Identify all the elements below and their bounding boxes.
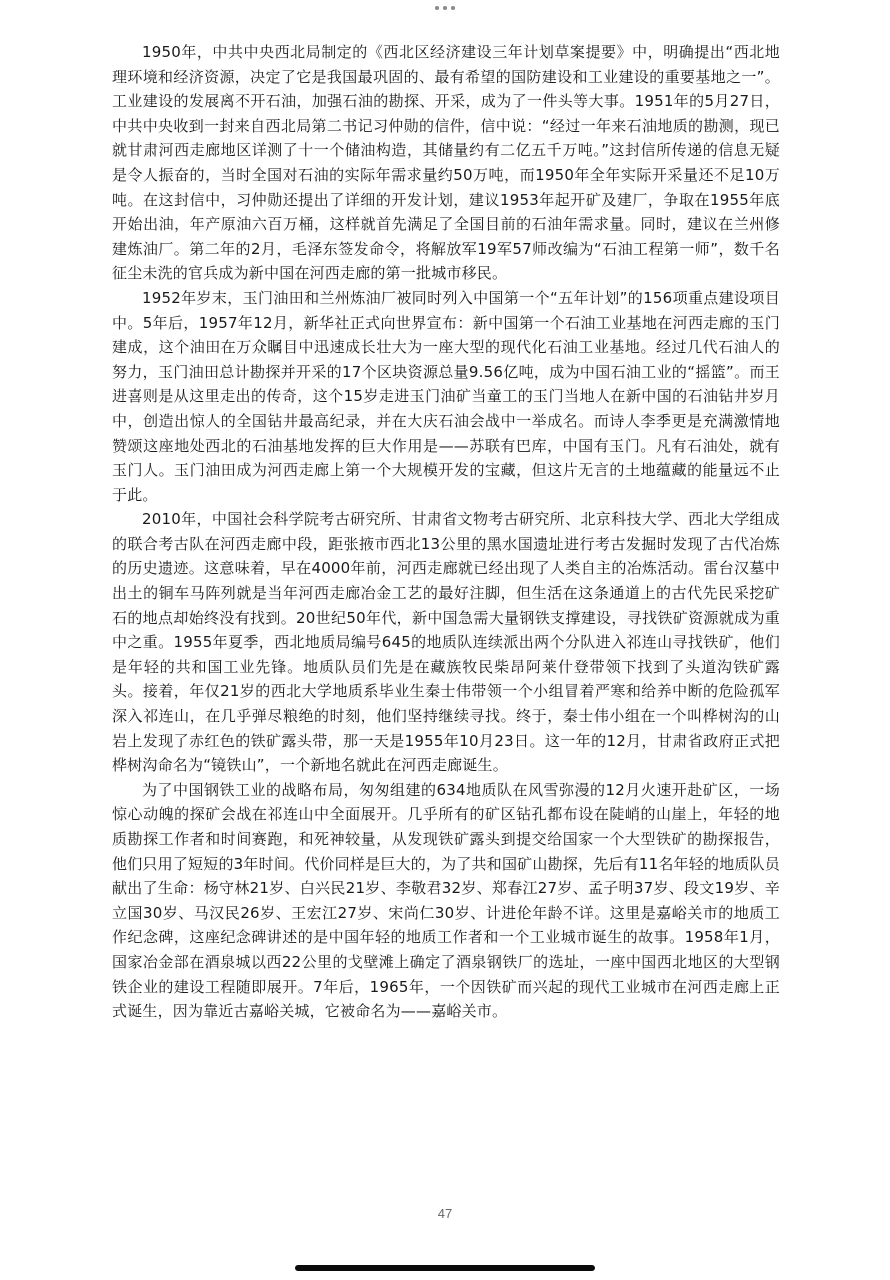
dot-icon bbox=[451, 6, 455, 10]
paragraph-2: 1952年岁末，玉门油田和兰州炼油厂被同时列入中国第一个“五年计划”的156项重点建设项目中。5年后，1957年12月，新华社正式向世界宣布：新中国第一个石油工业基地在河西走廊的玉门建成，这个油田在万众瞩目中迅速成长壮大为一座大型的现代化石油工业基地。经过几代石油人的努力，玉门油田总计勘探并开采的17个区块资源总量9.56亿吨，成为中国石油工业的“摇篮”。而王进喜则是从这里走出的传奇，这个15岁走进玉门油矿当童工的玉门当地人在新中国的石油钻井岁月中，创造出惊人的全国钻井最高纪录，并在大庆石油会战中一举成名。而诗人李季更是充满激情地赞颂这座地处西北的石油基地发挥的巨大作用是——苏联有巴库，中国有玉门。凡有石油处，就有玉门人。玉门油田成为河西走廊上第一个大规模开发的宝藏，但这片无言的土地蕴藏的能量远不止于此。 bbox=[112, 288, 780, 504]
paragraph-1: 1950年，中共中央西北局制定的《西北区经济建设三年计划草案提要》中，明确提出“西北地理环境和经济资源，决定了它是我国最巩固的、最有希望的国防建设和工业建设的重要基地之一”。工业建设的发展离不开石油，加强石油的勘探、开采，成为了一件头等大事。1951年的5月27日，中共中央收到一封来自西北局第二书记习仲勋的信件，信中说：“经过一年来石油地质的勘测，现已就甘肃河西走廊地区详测了十一个储油构造，其储量约有二亿五千万吨。”这封信所传递的信息无疑是令人振奋的，当时全国对石油的实际年需求量约50万吨，而1950年全年实际开采量还不足10万吨。在这封信中，习仲勋还提出了详细的开发计划，建议1953年起开矿及建厂，争取在1955年底开始出油，年产原油六百万桶，这样就首先满足了全国目前的石油年需求量。同时，建议在兰州修建炼油厂。第二年的2月，毛泽东签发命令，将解放军19军57师改编为“石油工程第一师”，数千名征尘未洗的官兵成为新中国在河西走廊的第一批城市移民。 bbox=[112, 43, 780, 283]
home-indicator[interactable] bbox=[295, 1265, 595, 1271]
document-body bbox=[112, 40, 780, 1024]
paragraph-4: 为了中国钢铁工业的战略布局，匆匆组建的634地质队在风雪弥漫的12月火速开赴矿区，一场惊心动魄的探矿会战在祁连山中全面展开。几乎所有的矿区钻孔都布设在陡峭的山崖上，年轻的地质勘探工作者和时间赛跑，和死神较量，从发现铁矿露头到提交给国家一个大型铁矿的勘探报告，他们只用了短短的3年时间。代价同样是巨大的，为了共和国矿山勘探，先后有11名年轻的地质队员献出了生命：杨守林21岁、白兴民21岁、李敬君32岁、郑春江27岁、孟子明37岁、段文19岁、辛立国30岁、马汉民26岁、王宏江27岁、宋尚仁30岁、计进伦年龄不详。这里是嘉峪关市的地质工作纪念碑，这座纪念碑讲述的是中国年轻的地质工作者和一个工业城市诞生的故事。1958年1月，国家冶金部在酒泉城以西22公里的戈壁滩上确定了酒泉钢铁厂的选址，一座中国西北地区的大型钢铁企业的建设工程随即展开。7年后，1965年，一个因铁矿而兴起的现代工业城市在河西走廊上正式诞生，因为靠近古嘉峪关城，它被命名为——嘉峪关市。 bbox=[112, 780, 780, 1021]
dot-icon bbox=[443, 6, 447, 10]
more-options-icon[interactable] bbox=[0, 6, 890, 10]
paragraph-3: 2010年，中国社会科学院考古研究所、甘肃省文物考古研究所、北京科技大学、西北大学组成的联合考古队在河西走廊中段，距张掖市西北13公里的黑水国遗址进行考古发掘时发现了古代冶炼的历史遗迹。这意味着，早在4000年前，河西走廊就已经出现了人类自主的冶炼活动。雷台汉墓中出土的铜车马阵列就是当年河西走廊冶金工艺的最好注脚，但生活在这条通道上的古代先民采挖矿石的地点却始终没有找到。20世纪50年代，新中国急需大量钢铁支撑建设，寻找铁矿资源就成为重中之重。1955年夏季，西北地质局编号645的地质队连续派出两个分队进入祁连山寻找铁矿，他们是年轻的共和国工业先锋。地质队员们先是在藏族牧民柴昂阿莱什登带领下找到了头道沟铁矿露头。接着，年仅21岁的西北大学地质系毕业生秦士伟带领一个小组冒着严寒和给养中断的危险孤军深入祁连山，在几乎弹尽粮绝的时刻，他们坚持继续寻找。终于，秦士伟小组在一个叫桦树沟的山岩上发现了赤红色的铁矿露头带，那一天是1955年10月23日。这一年的12月，甘肃省政府正式把桦树沟命名为“镜铁山”，一个新地名就此在河西走廊诞生。 bbox=[112, 510, 780, 775]
page-number: 47 bbox=[437, 1206, 453, 1221]
dot-icon bbox=[435, 6, 439, 10]
